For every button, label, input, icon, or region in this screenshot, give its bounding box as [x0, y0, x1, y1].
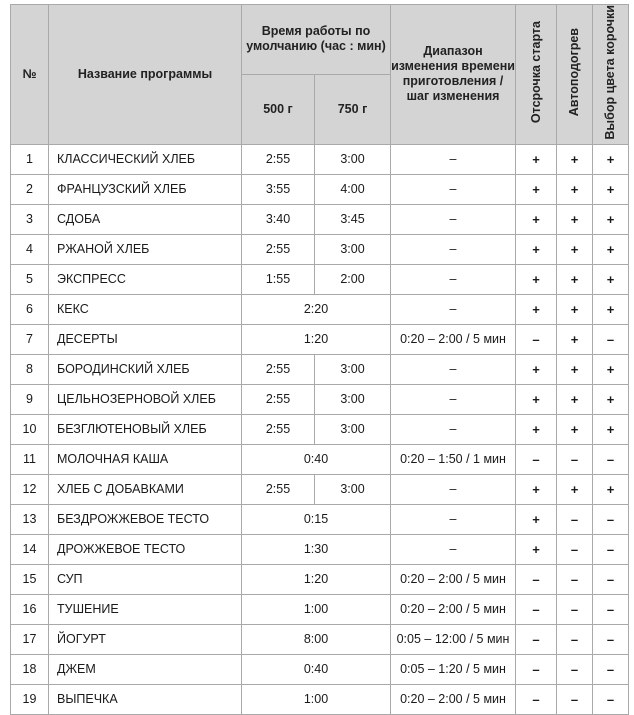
programs-table — [10, 4, 629, 715]
table-row — [11, 594, 629, 624]
table-body — [11, 144, 629, 714]
delay-start-flag: – — [516, 624, 557, 654]
program-name: КЕКС — [49, 294, 242, 324]
keep-warm-flag: + — [557, 144, 593, 174]
crust-color-flag: – — [593, 324, 629, 354]
delay-start-flag: – — [516, 564, 557, 594]
row-number: 17 — [11, 624, 49, 654]
table-row — [11, 504, 629, 534]
table-row — [11, 354, 629, 384]
time-range: 0:20 – 2:00 / 5 мин — [391, 564, 516, 594]
table-row — [11, 564, 629, 594]
keep-warm-flag: + — [557, 174, 593, 204]
crust-color-flag: – — [593, 504, 629, 534]
delay-start-flag: – — [516, 324, 557, 354]
table-row — [11, 444, 629, 474]
delay-start-flag: – — [516, 654, 557, 684]
time-750g: 3:00 — [315, 414, 391, 444]
default-time: 1:00 — [242, 684, 391, 714]
keep-warm-flag: – — [557, 504, 593, 534]
program-name: ХЛЕБ С ДОБАВКАМИ — [49, 474, 242, 504]
program-name: СУП — [49, 564, 242, 594]
time-range: – — [391, 174, 516, 204]
header-delay-start-label: Отсрочка старта — [528, 21, 543, 124]
time-750g: 4:00 — [315, 174, 391, 204]
header-number: № — [11, 5, 49, 145]
program-name: ТУШЕНИЕ — [49, 594, 242, 624]
keep-warm-flag: + — [557, 384, 593, 414]
delay-start-flag: + — [516, 174, 557, 204]
crust-color-flag: + — [593, 264, 629, 294]
keep-warm-flag: – — [557, 624, 593, 654]
default-time: 1:30 — [242, 534, 391, 564]
row-number: 8 — [11, 354, 49, 384]
keep-warm-flag: – — [557, 684, 593, 714]
time-range: 0:20 – 2:00 / 5 мин — [391, 324, 516, 354]
row-number: 6 — [11, 294, 49, 324]
header-crust-color — [593, 5, 629, 145]
program-name: БЕЗГЛЮТЕНОВЫЙ ХЛЕБ — [49, 414, 242, 444]
time-750g: 3:00 — [315, 474, 391, 504]
table-row — [11, 474, 629, 504]
table-row — [11, 684, 629, 714]
delay-start-flag: – — [516, 594, 557, 624]
default-time: 8:00 — [242, 624, 391, 654]
keep-warm-flag: – — [557, 654, 593, 684]
header-delay-start — [516, 5, 557, 145]
crust-color-flag: – — [593, 684, 629, 714]
row-number: 9 — [11, 384, 49, 414]
delay-start-flag: + — [516, 144, 557, 174]
crust-color-flag: – — [593, 564, 629, 594]
keep-warm-flag: + — [557, 264, 593, 294]
row-number: 13 — [11, 504, 49, 534]
row-number: 5 — [11, 264, 49, 294]
delay-start-flag: – — [516, 684, 557, 714]
time-500g: 2:55 — [242, 354, 315, 384]
table-row — [11, 654, 629, 684]
programs-table-container — [10, 4, 628, 715]
table-row — [11, 144, 629, 174]
header-500g: 500 г — [242, 74, 315, 144]
table-row — [11, 324, 629, 354]
delay-start-flag: + — [516, 294, 557, 324]
crust-color-flag: + — [593, 204, 629, 234]
program-name: ЦЕЛЬНОЗЕРНОВОЙ ХЛЕБ — [49, 384, 242, 414]
keep-warm-flag: – — [557, 594, 593, 624]
time-500g: 2:55 — [242, 384, 315, 414]
keep-warm-flag: + — [557, 354, 593, 384]
time-range: – — [391, 534, 516, 564]
row-number: 3 — [11, 204, 49, 234]
table-row — [11, 624, 629, 654]
delay-start-flag: + — [516, 264, 557, 294]
program-name: МОЛОЧНАЯ КАША — [49, 444, 242, 474]
row-number: 18 — [11, 654, 49, 684]
header-keep-warm — [557, 5, 593, 145]
default-time: 1:00 — [242, 594, 391, 624]
row-number: 10 — [11, 414, 49, 444]
program-name: СДОБА — [49, 204, 242, 234]
time-range: – — [391, 384, 516, 414]
program-name: КЛАССИЧЕСКИЙ ХЛЕБ — [49, 144, 242, 174]
keep-warm-flag: – — [557, 534, 593, 564]
time-range: – — [391, 264, 516, 294]
delay-start-flag: + — [516, 384, 557, 414]
program-name: ДЕСЕРТЫ — [49, 324, 242, 354]
time-range: 0:20 – 2:00 / 5 мин — [391, 684, 516, 714]
header-default-time: Время работы по умолчанию (час : мин) — [242, 5, 391, 75]
table-row — [11, 204, 629, 234]
default-time: 0:15 — [242, 504, 391, 534]
time-range: – — [391, 234, 516, 264]
keep-warm-flag: + — [557, 204, 593, 234]
keep-warm-flag: + — [557, 414, 593, 444]
default-time: 2:20 — [242, 294, 391, 324]
header-program-name: Название программы — [49, 5, 242, 145]
time-range: – — [391, 414, 516, 444]
keep-warm-flag: + — [557, 234, 593, 264]
table-row — [11, 264, 629, 294]
program-name: ЙОГУРТ — [49, 624, 242, 654]
time-range: – — [391, 474, 516, 504]
time-500g: 3:40 — [242, 204, 315, 234]
header-crust-color-label: Выбор цвета корочки — [603, 5, 618, 140]
crust-color-flag: + — [593, 354, 629, 384]
time-750g: 3:45 — [315, 204, 391, 234]
time-750g: 3:00 — [315, 354, 391, 384]
delay-start-flag: + — [516, 354, 557, 384]
time-range: 0:20 – 2:00 / 5 мин — [391, 594, 516, 624]
time-750g: 3:00 — [315, 144, 391, 174]
table-row — [11, 234, 629, 264]
row-number: 2 — [11, 174, 49, 204]
row-number: 1 — [11, 144, 49, 174]
crust-color-flag: + — [593, 144, 629, 174]
row-number: 4 — [11, 234, 49, 264]
row-number: 7 — [11, 324, 49, 354]
table-row — [11, 384, 629, 414]
header-750g: 750 г — [315, 74, 391, 144]
crust-color-flag: + — [593, 384, 629, 414]
crust-color-flag: + — [593, 174, 629, 204]
time-range: – — [391, 294, 516, 324]
row-number: 15 — [11, 564, 49, 594]
program-name: БЕЗДРОЖЖЕВОЕ ТЕСТО — [49, 504, 242, 534]
crust-color-flag: + — [593, 294, 629, 324]
time-500g: 2:55 — [242, 474, 315, 504]
table-row — [11, 414, 629, 444]
keep-warm-flag: – — [557, 564, 593, 594]
row-number: 16 — [11, 594, 49, 624]
delay-start-flag: + — [516, 414, 557, 444]
table-row — [11, 174, 629, 204]
crust-color-flag: – — [593, 624, 629, 654]
time-500g: 2:55 — [242, 234, 315, 264]
delay-start-flag: – — [516, 444, 557, 474]
delay-start-flag: + — [516, 534, 557, 564]
crust-color-flag: + — [593, 474, 629, 504]
row-number: 14 — [11, 534, 49, 564]
delay-start-flag: + — [516, 504, 557, 534]
program-name: ВЫПЕЧКА — [49, 684, 242, 714]
default-time: 1:20 — [242, 324, 391, 354]
time-range: 0:05 – 12:00 / 5 мин — [391, 624, 516, 654]
program-name: ФРАНЦУЗСКИЙ ХЛЕБ — [49, 174, 242, 204]
keep-warm-flag: – — [557, 444, 593, 474]
crust-color-flag: – — [593, 594, 629, 624]
program-name: БОРОДИНСКИЙ ХЛЕБ — [49, 354, 242, 384]
time-range: – — [391, 204, 516, 234]
time-range: 0:20 – 1:50 / 1 мин — [391, 444, 516, 474]
program-name: ДРОЖЖЕВОЕ ТЕСТО — [49, 534, 242, 564]
default-time: 1:20 — [242, 564, 391, 594]
time-500g: 2:55 — [242, 144, 315, 174]
header-time-range: Диапазон изменения времени приготовления / шаг изменения — [391, 5, 516, 145]
keep-warm-flag: + — [557, 294, 593, 324]
time-750g: 3:00 — [315, 234, 391, 264]
crust-color-flag: + — [593, 234, 629, 264]
time-range: – — [391, 504, 516, 534]
time-range: – — [391, 354, 516, 384]
program-name: ДЖЕМ — [49, 654, 242, 684]
time-500g: 1:55 — [242, 264, 315, 294]
time-500g: 3:55 — [242, 174, 315, 204]
keep-warm-flag: + — [557, 474, 593, 504]
time-500g: 2:55 — [242, 414, 315, 444]
row-number: 19 — [11, 684, 49, 714]
time-range: 0:05 – 1:20 / 5 мин — [391, 654, 516, 684]
row-number: 12 — [11, 474, 49, 504]
delay-start-flag: + — [516, 234, 557, 264]
table-row — [11, 294, 629, 324]
program-name: РЖАНОЙ ХЛЕБ — [49, 234, 242, 264]
header-keep-warm-label: Автоподогрев — [567, 28, 582, 117]
crust-color-flag: – — [593, 444, 629, 474]
time-750g: 3:00 — [315, 384, 391, 414]
program-name: ЭКСПРЕСС — [49, 264, 242, 294]
default-time: 0:40 — [242, 654, 391, 684]
time-750g: 2:00 — [315, 264, 391, 294]
keep-warm-flag: + — [557, 324, 593, 354]
delay-start-flag: + — [516, 204, 557, 234]
crust-color-flag: – — [593, 534, 629, 564]
row-number: 11 — [11, 444, 49, 474]
crust-color-flag: – — [593, 654, 629, 684]
default-time: 0:40 — [242, 444, 391, 474]
time-range: – — [391, 144, 516, 174]
table-row — [11, 534, 629, 564]
delay-start-flag: + — [516, 474, 557, 504]
crust-color-flag: + — [593, 414, 629, 444]
